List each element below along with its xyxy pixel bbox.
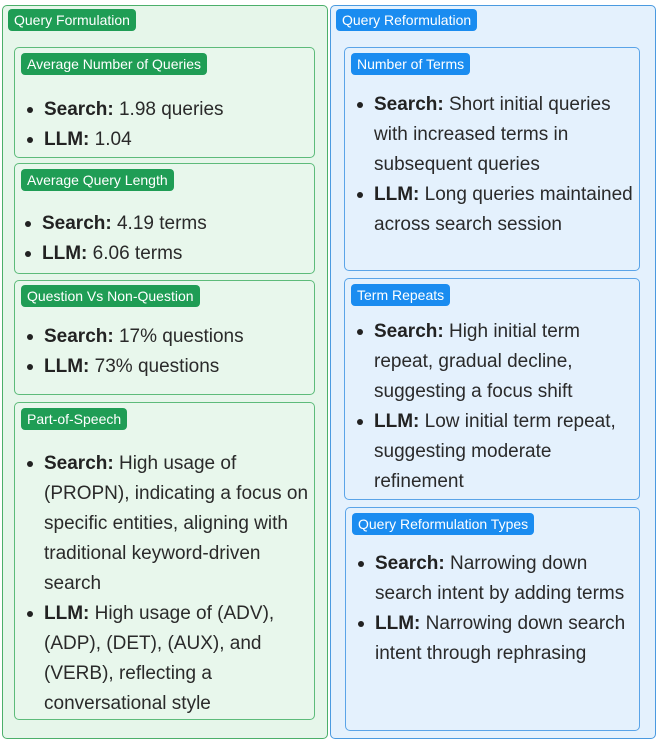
card-title-number-of-terms: Number of Terms	[351, 53, 470, 75]
card-title-average-query-length: Average Query Length	[21, 169, 174, 191]
bullet-text: 17% questions	[118, 326, 244, 347]
bullet-label: Search:	[42, 213, 112, 234]
bullet-text: Narrowing down search intent by adding terms	[375, 553, 625, 604]
card-title-term-repeats: Term Repeats	[351, 284, 450, 306]
bullet-text: Long queries maintained across search session	[374, 184, 633, 235]
query-reformulation-title: Query Reformulation	[336, 9, 477, 31]
bullet-item	[374, 180, 636, 240]
bullet-item	[44, 599, 309, 719]
bullet-label: LLM:	[44, 356, 90, 377]
bullet-text: High usage of (PROPN), indicating a focus on specific entities, aligning with traditional keyword-driven search	[44, 453, 309, 594]
card-title-average-number-of-queries: Average Number of Queries	[21, 53, 207, 75]
bullet-list	[374, 317, 638, 497]
bullet-text: High initial term repeat, gradual decline, suggesting a focus shift	[374, 321, 580, 402]
bullet-label: LLM:	[375, 613, 421, 634]
bullet-text: Short initial queries with increased terms in subsequent queries	[374, 94, 611, 175]
card-title-question-vs-non-question: Question Vs Non-Question	[21, 285, 200, 307]
bullet-item	[375, 609, 635, 669]
bullet-label: Search:	[375, 553, 445, 574]
card-title-part-of-speech: Part-of-Speech	[21, 408, 127, 430]
bullet-item	[42, 209, 307, 239]
card-title-query-reformulation-types: Query Reformulation Types	[352, 513, 534, 535]
bullet-label: Search:	[44, 99, 114, 120]
bullet-label: LLM:	[374, 184, 420, 205]
bullet-item	[44, 95, 309, 125]
bullet-label: LLM:	[374, 411, 420, 432]
bullet-item	[44, 322, 309, 352]
bullet-item	[42, 239, 307, 269]
bullet-item	[375, 549, 635, 609]
bullet-text: 73% questions	[94, 356, 220, 377]
bullet-list	[44, 449, 309, 719]
bullet-item	[374, 407, 638, 497]
bullet-text: Low initial term repeat, suggesting moderate refinement	[374, 411, 616, 492]
bullet-label: LLM:	[44, 603, 90, 624]
bullet-list	[375, 549, 635, 669]
bullet-text: Narrowing down search intent through rephrasing	[375, 613, 626, 664]
query-formulation-title: Query Formulation	[8, 9, 136, 31]
bullet-label: Search:	[44, 453, 114, 474]
bullet-item	[44, 449, 309, 599]
bullet-text: High usage of (ADV), (ADP), (DET), (AUX), and (VERB), reflecting a conversational style	[44, 603, 275, 714]
bullet-item	[374, 90, 636, 180]
bullet-text: 1.98 queries	[118, 99, 224, 120]
bullet-list	[374, 90, 636, 240]
bullet-item	[44, 125, 309, 155]
bullet-label: Search:	[374, 321, 444, 342]
bullet-label: LLM:	[44, 129, 90, 150]
bullet-text: 6.06 terms	[92, 243, 183, 264]
bullet-label: Search:	[44, 326, 114, 347]
bullet-list	[42, 209, 307, 269]
bullet-label: LLM:	[42, 243, 88, 264]
bullet-list	[44, 95, 309, 155]
bullet-list	[44, 322, 309, 382]
bullet-item	[374, 317, 638, 407]
bullet-label: Search:	[374, 94, 444, 115]
bullet-text: 4.19 terms	[116, 213, 207, 234]
bullet-text: 1.04	[94, 129, 132, 150]
bullet-item	[44, 352, 309, 382]
